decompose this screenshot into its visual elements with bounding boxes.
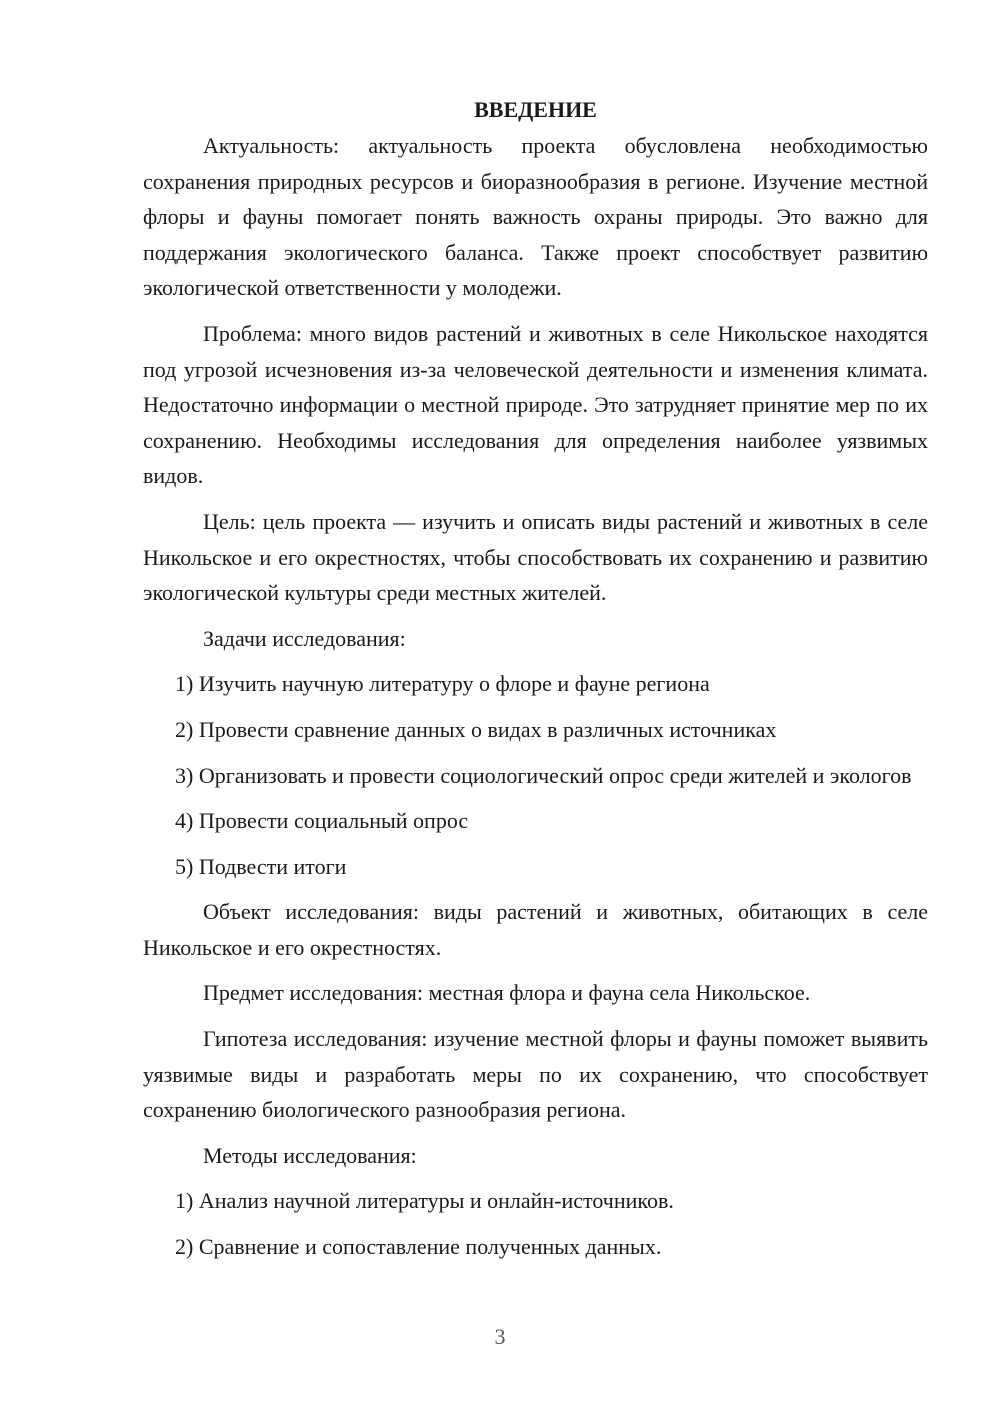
document-page xyxy=(143,92,928,1275)
page-number: 3 xyxy=(494,1324,506,1349)
paragraph-hypothesis: Гипотеза исследования: изучение местной флоры и фауны поможет выявить уязвимые виды и разработать меры по их сохранению, что способствует сохранению биологического разнообразия региона. xyxy=(143,1026,928,1123)
task-item-2: 2) Провести сравнение данных о видах в различных источниках xyxy=(175,716,777,742)
paragraph-problem: Проблема: много видов растений и животных в селе Никольское находятся под угрозой исчезновения из-за человеческой деятельности и изменения климата. Недостаточно информации о местной природе. Это затрудняет принятие мер по их сохранению. Необходимы исследования для определения наиболее уязвимых видов. xyxy=(143,320,928,489)
paragraph-relevance: Актуальность: актуальность проекта обусловлена необходимостью сохранения природных ресурсов и биоразнообразия в регионе. Изучение местной флоры и фауны помогает понять важность охраны природы. Это важно для поддержания экологического баланса. Также проект способствует развитию экологической ответственности у молодежи. xyxy=(143,133,928,301)
task-item-5: 5) Подвести итоги xyxy=(175,853,347,879)
paragraph-goal: Цель: цель проекта — изучить и описать виды растений и животных в селе Никольское и его окрестностях, чтобы способствовать их сохранению и развитию экологической культуры среди местных жителей. xyxy=(143,508,928,606)
task-item-3: 3) Организовать и провести социологический опрос среди жителей и экологов xyxy=(175,762,912,788)
method-item-2: 2) Сравнение и сопоставление полученных данных. xyxy=(175,1234,662,1260)
method-item-1: 1) Анализ научной литературы и онлайн-источников. xyxy=(175,1188,674,1214)
tasks-heading: Задачи исследования: xyxy=(203,625,406,651)
task-item-1: 1) Изучить научную литературу о флоре и фауне региона xyxy=(175,671,710,697)
paragraph-subject: Предмет исследования: местная флора и фауна села Никольское. xyxy=(203,980,811,1006)
methods-heading: Методы исследования: xyxy=(203,1142,417,1168)
task-item-4: 4) Провести социальный опрос xyxy=(175,808,469,834)
paragraph-object: Объект исследования: виды растений и животных, обитающих в селе Никольское и его окрестностях. xyxy=(143,899,928,960)
page-title: ВВЕДЕНИЕ xyxy=(474,97,597,122)
